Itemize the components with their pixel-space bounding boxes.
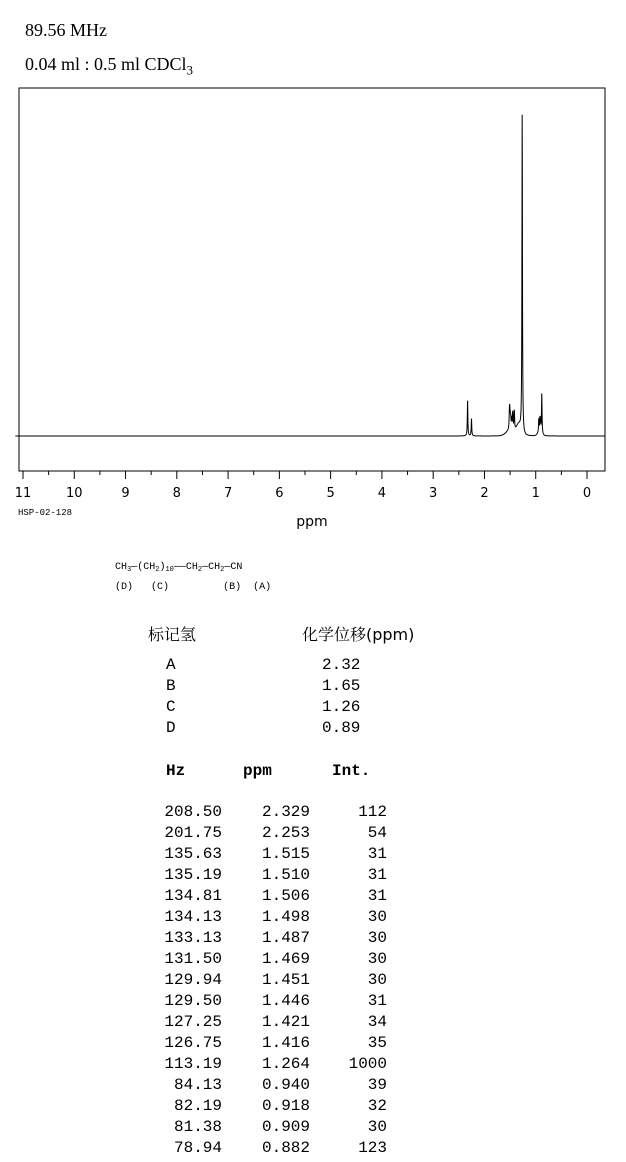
formula-ch2c: (CH: [137, 562, 156, 573]
peak-cell-int: 30: [367, 929, 387, 947]
formula-cn: CN: [230, 562, 243, 573]
formula-ch2c-count: 10: [165, 566, 174, 574]
peak-cell-ppm: 1.416: [261, 1034, 310, 1052]
peak-cell-ppm: 1.510: [261, 866, 310, 884]
assignment-row-label: C: [166, 698, 176, 716]
x-tick-label: 8: [172, 486, 181, 501]
peak-cell-int: 30: [367, 908, 387, 926]
x-tick-label: 3: [429, 486, 438, 501]
structure-labels: [115, 582, 271, 593]
x-tick-label: 1: [531, 486, 540, 501]
peak-cell-ppm: 0.909: [261, 1118, 310, 1136]
label-b: (B): [223, 582, 242, 593]
peak-cell-int: 30: [367, 950, 387, 968]
peak-cell-hz: 113.19: [164, 1055, 222, 1073]
nmr-spectrum-chart: [0, 0, 626, 540]
peak-cell-ppm: 1.446: [261, 992, 310, 1010]
peak-cell-hz: 131.50: [164, 950, 222, 968]
peak-cell-ppm: 1.498: [261, 908, 310, 926]
assignment-row-label: A: [166, 656, 176, 674]
spectrum-trace: [15, 115, 605, 436]
x-axis-ticks: [23, 471, 587, 479]
formula-ch2b-sub: 2: [197, 566, 203, 574]
peak-cell-int: 32: [367, 1097, 387, 1115]
peak-cell-hz: 208.50: [164, 803, 222, 821]
sample-subscript: 3: [186, 62, 194, 78]
x-tick-label: 10: [65, 486, 83, 501]
peak-cell-ppm: 1.451: [261, 971, 310, 989]
peak-cell-int: 31: [367, 992, 387, 1010]
formula-ch3: CH: [115, 562, 128, 573]
peak-cell-hz: 126.75: [164, 1034, 222, 1052]
peak-header-hz: Hz: [166, 762, 186, 780]
x-tick-label: 5: [326, 486, 335, 501]
peak-cell-int: 34: [367, 1013, 387, 1031]
assignment-header-label: 标记氢: [148, 625, 197, 644]
formula-ch2c-close: ): [159, 562, 166, 573]
formula-ch2a-sub: 2: [220, 566, 225, 574]
peak-cell-hz: 201.75: [164, 824, 222, 842]
peak-cell-ppm: 1.264: [261, 1055, 310, 1073]
assignment-header-shift: 化学位移(ppm): [302, 625, 415, 644]
x-tick-label: 9: [121, 486, 130, 501]
peak-cell-int: 54: [367, 824, 387, 842]
peak-cell-hz: 78.94: [173, 1139, 222, 1157]
peak-cell-hz: 82.19: [173, 1097, 222, 1115]
formula-ch2b: CH: [185, 562, 198, 573]
peak-header-ppm: ppm: [243, 762, 272, 780]
sample-text: 0.04 ml : 0.5 ml CDCl: [25, 54, 187, 74]
peak-cell-hz: 133.13: [164, 929, 222, 947]
peak-cell-hz: 129.50: [164, 992, 222, 1010]
peak-cell-ppm: 0.918: [261, 1097, 310, 1115]
x-tick-label: 7: [223, 486, 233, 501]
assignment-row-label: B: [166, 677, 176, 695]
peak-cell-ppm: 0.882: [261, 1139, 310, 1157]
peak-header-int: Int.: [332, 762, 371, 780]
peak-cell-int: 31: [367, 887, 387, 905]
peak-cell-int: 31: [367, 845, 387, 863]
x-tick-label: 4: [377, 486, 387, 501]
peak-cell-hz: 135.63: [164, 845, 222, 863]
peak-cell-int: 112: [358, 803, 387, 821]
peak-cell-ppm: 0.940: [261, 1076, 310, 1094]
peak-cell-int: 1000: [348, 1055, 387, 1073]
x-tick-label: 11: [14, 486, 32, 501]
peak-cell-int: 123: [358, 1139, 387, 1157]
peak-cell-ppm: 1.469: [261, 950, 310, 968]
assignment-row-shift: 1.65: [322, 677, 361, 695]
assignment-row-shift: 1.26: [322, 698, 361, 716]
peak-cell-int: 39: [367, 1076, 387, 1094]
spectrum-code: HSP-02-128: [18, 508, 73, 518]
peak-cell-hz: 127.25: [164, 1013, 222, 1031]
assignment-row-shift: 0.89: [322, 719, 361, 737]
structure-formula: $CH_3—(CH_2)_{10}——CH_2—CH_2—CN$: [115, 562, 243, 574]
peak-cell-ppm: 1.515: [261, 845, 310, 863]
x-tick-label: 6: [275, 486, 284, 501]
peak-cell-ppm: 1.487: [261, 929, 310, 947]
formula-ch3-sub: 3: [127, 566, 132, 574]
x-tick-label: 0: [582, 486, 592, 501]
x-tick-label: 2: [480, 486, 489, 501]
peak-cell-int: 30: [367, 1118, 387, 1136]
peak-cell-ppm: 2.329: [261, 803, 310, 821]
peak-cell-hz: 135.19: [164, 866, 222, 884]
peak-cell-hz: 84.13: [173, 1076, 222, 1094]
label-a: (A): [253, 582, 272, 593]
peak-cell-hz: 134.13: [164, 908, 222, 926]
peak-cell-hz: 81.38: [173, 1118, 222, 1136]
plot-frame: [19, 88, 605, 471]
formula-ch2c-sub: 2: [155, 566, 160, 574]
peak-cell-hz: 134.81: [164, 887, 222, 905]
peak-cell-int: 31: [367, 866, 387, 884]
peak-cell-int: 30: [367, 971, 387, 989]
x-axis-label: ppm: [296, 514, 328, 530]
peak-cell-hz: 129.94: [164, 971, 222, 989]
label-c: (C): [151, 582, 170, 593]
peak-cell-ppm: 2.253: [261, 824, 310, 842]
assignment-row-label: D: [166, 719, 176, 737]
x-axis-tick-labels: [15, 486, 591, 501]
peak-cell-ppm: 1.506: [261, 887, 310, 905]
assignment-row-shift: 2.32: [322, 656, 361, 674]
peak-cell-int: 35: [367, 1034, 387, 1052]
peak-cell-ppm: 1.421: [261, 1013, 310, 1031]
frequency-label: 89.56 MHz: [25, 20, 107, 40]
formula-ch2a: CH: [208, 562, 221, 573]
label-d: (D): [115, 582, 134, 593]
